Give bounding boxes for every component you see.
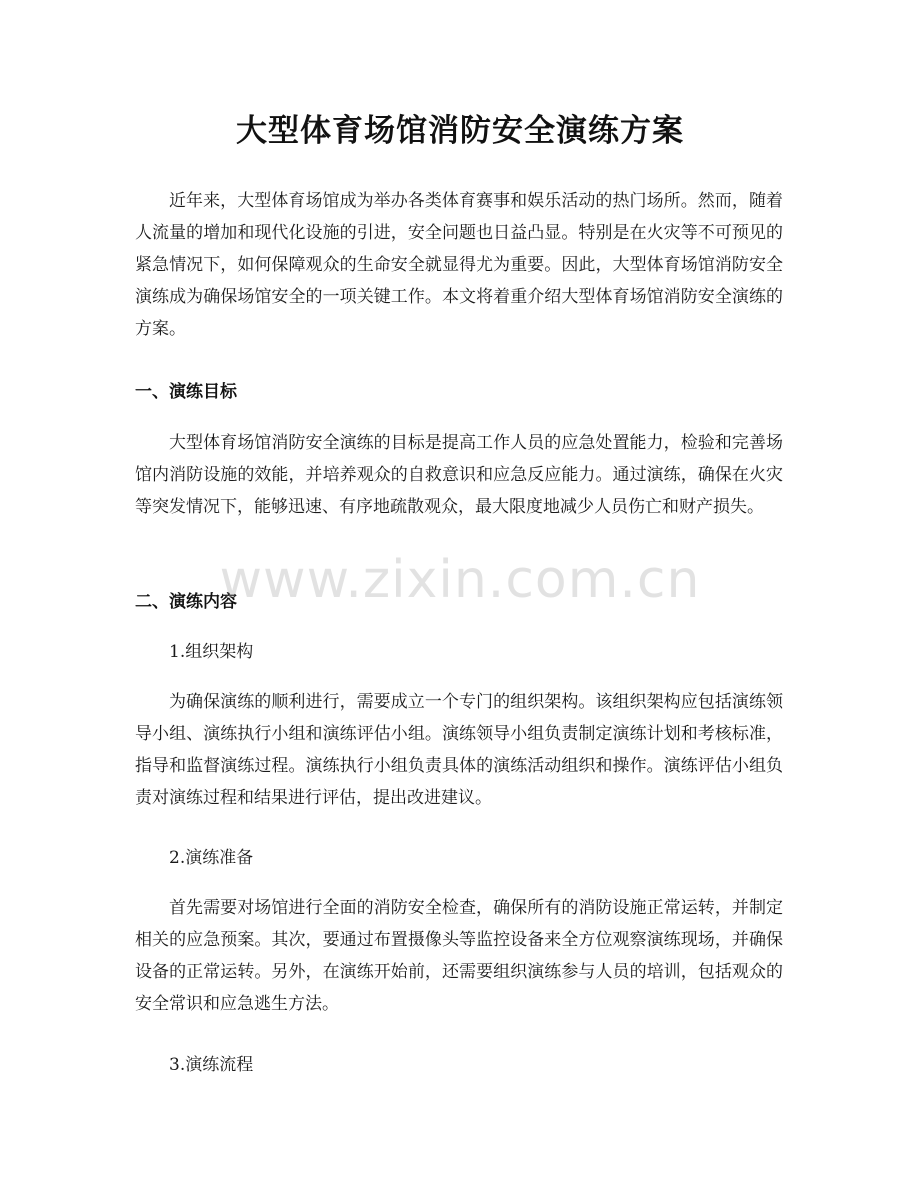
document-title: 大型体育场馆消防安全演练方案 (236, 113, 684, 149)
organization-paragraph: 为确保演练的顺利进行，需要成立一个专门的组织架构。该组织架构应包括演练领导小组、演练执行小组和演练评估小组。演练领导小组负责制定演练计划和考核标准，指导和监督演练过程。演练执行小组负责具体的演练活动组织和操作。演练评估小组负责对演练过程和结果进行评估，提出改进建议。 (135, 692, 783, 808)
watermark-text: www.zixin.com.cn (219, 550, 701, 610)
subheading-organization: 1.组织架构 (169, 642, 254, 662)
subheading-process: 3.演练流程 (169, 1055, 254, 1075)
section-heading-goals: 一、演练目标 (135, 382, 237, 402)
preparation-paragraph: 首先需要对场馆进行全面的消防安全检查，确保所有的消防设施正常运转，并制定相关的应急预案。其次，要通过布置摄像头等监控设备来全方位观察演练现场，并确保设备的正常运转。另外，在演练开始前，还需要组织演练参与人员的培训，包括观众的安全常识和应急逃生方法。 (135, 898, 783, 1014)
goals-paragraph: 大型体育场馆消防安全演练的目标是提高工作人员的应急处置能力，检验和完善场馆内消防设施的效能，并培养观众的自救意识和应急反应能力。通过演练，确保在火灾等突发情况下，能够迅速、有序地疏散观众，最大限度地减少人员伤亡和财产损失。 (135, 433, 783, 517)
subheading-preparation: 2.演练准备 (169, 848, 254, 868)
section-heading-content: 二、演练内容 (135, 592, 237, 612)
intro-paragraph: 近年来，大型体育场馆成为举办各类体育赛事和娱乐活动的热门场所。然而，随着人流量的增加和现代化设施的引进，安全问题也日益凸显。特别是在火灾等不可预见的紧急情况下，如何保障观众的生命安全就显得尤为重要。因此，大型体育场馆消防安全演练成为确保场馆安全的一项关键工作。本文将着重介绍大型体育场馆消防安全演练的方案。 (135, 191, 783, 339)
